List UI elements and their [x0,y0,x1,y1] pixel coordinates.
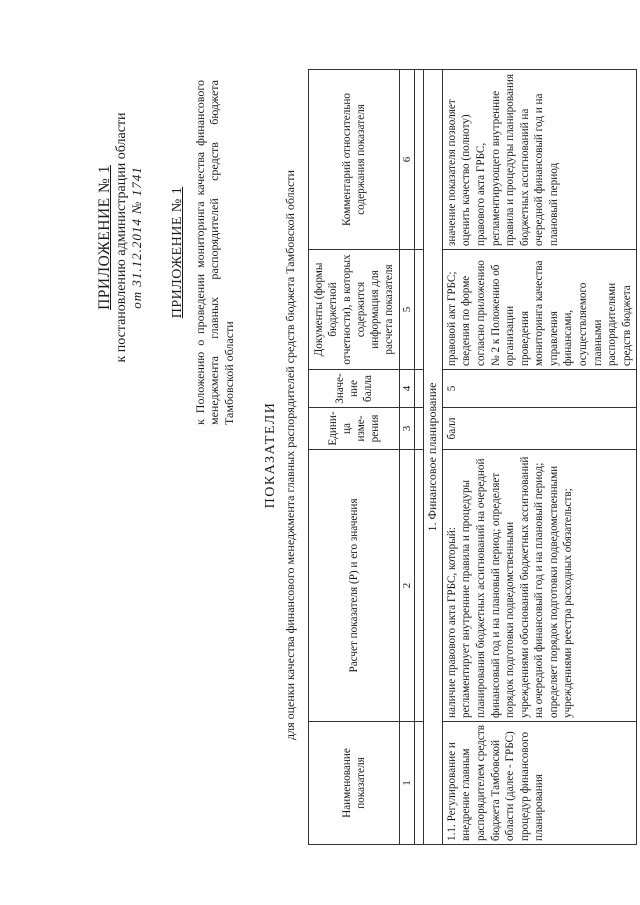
section-title: 1. Финансовое планирование [424,70,443,845]
table-header-row [309,70,400,845]
handwritten-date-number: от 31.12.2014 № 1741 [128,166,144,309]
header-indicator-name: Наименование показателя [309,722,400,845]
header-documents: Документы (формы бюджетной отчетности), в которых содержится информация для расчета показателя [309,250,400,370]
comment-cell: значение показателя позволяет оценить качество (полноту) правового акта ГРБС, регламентирующего внутренние правила и процедуры планирования бюджетных ассигнований на очередной финансовый год и на плановый период [442,70,636,250]
appendix-title: ПРИЛОЖЕНИЕ № 1 [96,165,113,310]
table-row [442,70,636,845]
column-number: 4 [400,370,415,408]
documents-cell: правовой акт ГРБС; сведения по форме согласно приложению № 2 к Положению об организации проведения мониторинга качества управления финансами, осуществляемого главными распорядителями средств бюджета [442,250,636,370]
unit-cell: балл [442,408,636,450]
document-title: ПОКАЗАТЕЛИ [263,401,278,509]
column-number-row [400,70,415,845]
header-calculation: Расчет показателя (Р) и его значения [309,450,400,722]
column-number: 6 [400,70,415,250]
column-number: 2 [400,450,415,722]
section-row [424,70,443,845]
score-cell: 5 [442,370,636,408]
indicator-name-cell: 1.1. Регулирование и внедрение главным распорядителем средств бюджета Тамбовской области (далее - ГРБС) процедур финансового планирования [442,722,636,845]
appendix-header [96,70,145,405]
document-subtitle: для оценки качества финансового менеджмента главных распорядителей средств бюджета Тамбовской области [283,170,297,740]
regulation-appendix-title: ПРИЛОЖЕНИЕ № 1 [170,186,185,319]
header-unit: Едини-ца изме-рения [309,408,400,450]
header-comment: Комментарий относительно содержания показателя [309,70,400,250]
header-score: Значе-ние балла [309,370,400,408]
indicators-table [308,69,637,845]
column-number: 1 [400,722,415,845]
regulation-appendix-header [170,80,236,425]
column-number: 3 [400,408,415,450]
spacer-row [415,70,424,845]
column-number: 5 [400,250,415,370]
calculation-cell: наличие правового акта ГРБС, который: регламентирует внутренние правила и процедуры планирования бюджетных ассигнований на очередной финансовый год и на плановый период; определяет порядок подготовки подведомственными учреждениями обоснований бюджетных ассигнований на очередной финансовый год и на плановый период; определяет порядок подготовки подведомственными учреждениями реестра расходных обязательств; [442,450,636,722]
resolution-reference: к постановлению администрации области [113,112,129,363]
regulation-appendix-text: к Положению о проведении мониторинга качества финансового менеджмента главных распорядителей средств бюджета Тамбовской области [192,80,236,425]
